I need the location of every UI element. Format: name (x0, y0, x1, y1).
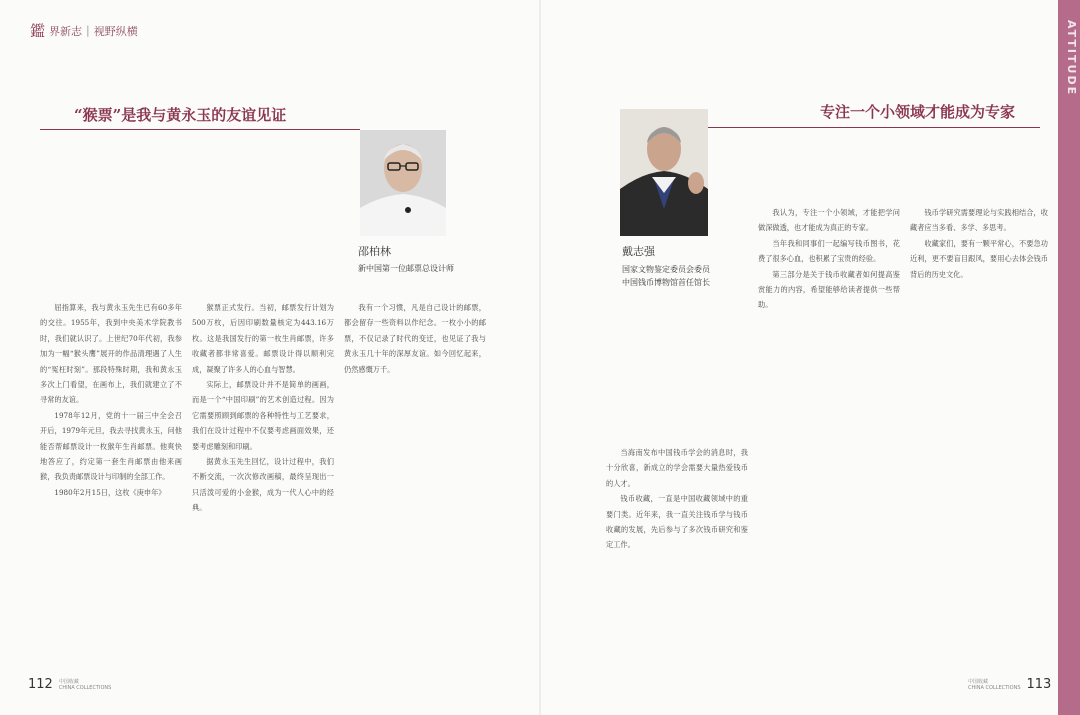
left-page-number: 112 (28, 677, 53, 692)
left-paragraph: 我有一个习惯，凡是自己设计的邮票，都会留存一些资料以作纪念。一枚小小的邮票，不仅记录了时代的变迁，也见证了我与黄永玉几十年的深厚友谊。如今回忆起来，仍然感慨万千。 (344, 303, 486, 374)
right-caption-name: 戴志强 (622, 245, 655, 258)
portrait-photo-dai (620, 109, 708, 236)
publication-name-en: CHINA COLLECTIONS (58, 684, 112, 691)
left-paragraph: 据黄永玉先生回忆，设计过程中，我们不断交流，一次次修改画稿，最终呈现出一只活泼可爱的小金猴，成为一代人心中的经典。 (192, 457, 334, 513)
right-paragraph: 我认为，专注一个小领域，才能把学问做深做透，也才能成为真正的专家。 (758, 208, 900, 233)
right-paragraph: 钱币学研究需要理论与实践相结合，收藏者应当多看、多学、多思考。 (910, 208, 1048, 233)
right-paragraph: 当海南发布中国钱币学会的消息时，我十分欣喜，新成立的学会需要大量热爱钱币的人才。 (606, 448, 748, 488)
right-text-column-1 (606, 445, 748, 640)
left-paragraph: 猴票正式发行。当初，邮票发行计划为500万枚，后因印刷数量核定为443.16万枚。这是我国发行的第一枚生肖邮票，许多收藏者都非常喜爱。邮票设计得以顺利完成，凝聚了许多人的心血与智慧。 (192, 303, 334, 374)
header-separator: | (86, 24, 90, 37)
portrait-photo-shao (360, 130, 446, 236)
magazine-logo: 鑑 (30, 22, 46, 40)
left-caption-name: 邵柏林 (358, 245, 391, 258)
left-text-column-1 (40, 300, 182, 640)
left-text-column-3 (344, 300, 486, 640)
page-header (30, 20, 138, 41)
left-footer (28, 677, 117, 692)
section-label: 界新志 (49, 24, 83, 38)
publication-name-cn: 中国收藏 (58, 678, 79, 685)
right-caption-role-2: 中国钱币博物馆首任馆长 (622, 278, 710, 287)
left-text-column-2 (192, 300, 334, 640)
left-publication-label (59, 679, 112, 691)
right-text-column-3 (910, 205, 1048, 640)
right-article-title: 专注一个小领域才能成为专家 (820, 103, 1016, 121)
publication-name-en: CHINA COLLECTIONS (968, 684, 1021, 691)
right-text-column-2 (758, 205, 900, 640)
right-page-number: 113 (1026, 677, 1052, 692)
left-paragraph: 实际上，邮票设计并不是简单的画画，而是一个“中国印刷”的艺术创造过程。因为它需要照顾到邮票的各种特性与工艺要求，我们在设计过程中不仅要考虑画面效果，还要考虑雕刻和印刷。 (192, 380, 334, 451)
subsection-label: 视野纵横 (93, 24, 138, 38)
right-paragraph: 第三部分是关于钱币收藏者如何提高鉴赏能力的内容，希望能够给读者提供一些帮助。 (758, 269, 900, 310)
right-caption-role-1: 国家文物鉴定委员会委员 (622, 265, 710, 274)
right-footer (962, 677, 1051, 692)
left-paragraph: 1978年12月，党的十一届三中全会召开后，1979年元旦，我去寻找黄永玉，问他能否帮邮票设计一枚猴年生肖邮票。他爽快地答应了，约定第一套生肖邮票由他来画猴，我负责邮票设计与印制的全部工作。 (40, 410, 182, 482)
side-tag: ATTITUDE (1065, 20, 1078, 97)
left-paragraph: 1980年2月15日，这枚《庚申年》 (54, 487, 166, 497)
right-title-rule (705, 127, 1040, 128)
right-paragraph: 收藏家们，要有一颗平常心，不要急功近利，更不要盲目跟风，要用心去体会钱币背后的历史文化。 (910, 238, 1048, 279)
page-gutter (539, 0, 541, 715)
left-title-rule (40, 129, 360, 130)
right-paragraph: 当年我和同事们一起编写钱币图书，花费了很多心血，也积累了宝贵的经验。 (758, 238, 900, 264)
right-paragraph: 钱币收藏，一直是中国收藏领域中的重要门类。近年来，我一直关注钱币学与钱币收藏的发展，先后参与了多次钱币研究和鉴定工作。 (606, 494, 748, 550)
publication-name-cn: 中国收藏 (968, 678, 989, 685)
left-article-title: “猴票”是我与黄永玉的友谊见证 (74, 106, 287, 124)
left-paragraph: 屈指算来，我与黄永玉先生已有60多年的交往。1955年，我到中央美术学院教书时，我们就认识了。上世纪70年代初，我参加为一幅“猴头鹰”展开的作品清理遇了人生的“冤枉时刻”。那段特殊时期，我和黄永玉多次上门看望，在画布上，我们就建立了不寻常的友谊。 (40, 303, 182, 405)
left-caption-role: 新中国第一位邮票总设计师 (358, 264, 454, 273)
right-publication-label (968, 679, 1021, 691)
side-color-bar (1058, 0, 1080, 715)
